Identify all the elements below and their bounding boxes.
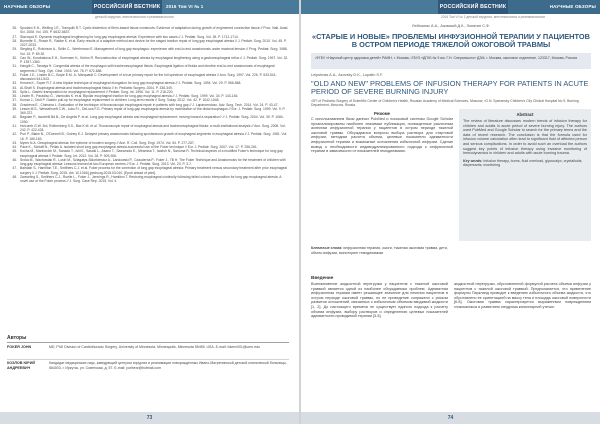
reference-list: [7, 26, 289, 183]
reference-item: [7, 39, 289, 48]
keywords-ru-label: Ключевые слова:: [311, 246, 343, 250]
left-page: [0, 0, 299, 424]
reference-text: Pace K., Schiaff N., Pellak A. Isolated short long gap esophageal atresia-successful use of the Foker technique // Eur. J. Pediatr. Surg. 2007. Vol. 17. P. 258-261.: [20, 145, 258, 149]
reference-text: Gracheva E., Chimaira L. Evaluation of the technique of thoracoscopic esophageal repair in patients with long gap // J. Laparoendosc. Adv. Surg. Tech. 2014. Vol. 24. P. 43-47.: [20, 102, 279, 107]
keywords-ru: [311, 246, 453, 255]
reference-number: 43.: [12, 140, 17, 145]
reference-text: Myers N.A. Oesophageal atresia: the epitome of modern surgery // Ann. R. Coll. Surg. Engl. 1974. Vol. 54. P. 277-287.: [20, 140, 195, 145]
reference-text: Holcomb G.W. 3rd, Rothenberg S.S., Bax K.M. et al. Thoracoscopic repair of esophageal atresia and tracheoesophageal fistula: a multi-institutional analysis // Ann. Surg. 2005. Vol. 242. P. 422-428.: [20, 123, 286, 132]
reference-text: Kimura K., Soper R.T. A new bipolar technique of esophageal elongation for long gap esophageal atresia // J. Pediatr. Surg. 1994. Vol. 29. P. 566-568.: [20, 81, 242, 86]
header-journal: РОССИЙСКИЙ ВЕСТНИК: [438, 0, 508, 14]
reference-number: 36.: [12, 94, 17, 98]
author-name: КОЗЛОВ ЮРИЙ АНДРЕЕВИЧ: [7, 361, 36, 370]
author-info: MD, PhD Division of Cardiothoracic Surgery, University of Minnesota, Minneapolis, Minnesota 55455, USA. E-mail: fokerx001@umn.edu: [49, 345, 261, 349]
reference-number: 46.: [12, 157, 17, 162]
reference-item: [7, 64, 289, 73]
page-number: 73: [0, 412, 299, 424]
header-issue: 2016 Том VI № 1: [162, 0, 299, 14]
affiliation-en: ¹SFI of Pediatric Surgery of Scientific Center of Children's Health, Russian Academy of Medical Sciences, Moscow; ²G.N. Speransky Children's City Clinical Hospital No 9, Burning Department, Moscow, Russia: [311, 99, 579, 108]
reference-item: [7, 26, 289, 35]
article-title-ru: «СТАРЫЕ И НОВЫЕ» ПРОБЛЕМЫ ИНФУЗИОННОЙ ТЕРАПИИ У ПАЦИЕНТОВ В ОСТРОМ ПЕРИОДЕ ТЯЖЕЛОЙ ОЖОГОВОЙ ТРАВМЫ: [312, 32, 590, 50]
page-number: 74: [301, 412, 600, 424]
reference-number: 39.: [12, 106, 17, 111]
reference-text: Kumar J., Dixit P. Gastric pull-up for esophageal replacement in children: Long-term results // Surg. Today. 2012. Vol. 42. P. 1042-1048.: [20, 98, 220, 103]
reference-text: Cao W., Kondrakova E.H., Sorensen K., Kiehm R. Reconstruction of esophageal atresia by esophageal lengthening using a gastroesophageal reflux // J. Pediatr. Surg. 1997. Vol. 32. P. 1357-1360.: [20, 55, 289, 64]
reference-item: [7, 149, 289, 158]
reference-number: 26.: [12, 26, 17, 30]
header-subtitle-band: [301, 0, 438, 14]
reference-item: [7, 73, 289, 82]
header-section: НАУЧНЫЕ ОБЗОРЫ: [0, 0, 92, 14]
author-info: Кандидат медицинских наук, заведующий центром хирургии и реанимации новорожденных Ивано-Матренинской детской клинической больницы, 664003, г. Иркутск, ул. Советская, д. 57. E-mail: yuriherz@hotmail.com: [49, 361, 287, 370]
keywords-en: [463, 159, 587, 168]
header-subtitle: детской хирургии, анестезиологии и реаниматологии: [466, 15, 545, 19]
right-page: [301, 0, 600, 424]
divider: [7, 342, 289, 343]
reference-text: Kocha M., Marinovich M., Sanado T., Ishii I., Sasaki L., Asano T., Sawamoto E., Miramisa T., Iwatoh N., Sanuma R. Technical aspects of a modified Foker's technique for long gap esophageal atresia // Pediatr. Surg. Int. 2012. Vol. 28. P. 903-906.: [20, 149, 283, 158]
reference-number: 29.: [12, 47, 17, 52]
reference-text: Hangiti C., Tanaiya H. Congenital atresia of the esophagus with tracheoesophageal fistula. Esophageal ligation of fistula and elective end-to-end anastomosis of esophageal segments // Surg. Gyn. Obst. 1943. Vol. 76. P. 672-688.: [20, 64, 275, 73]
keywords-en-text: Infusion therapy, burns, fluid overload, glycocalyx, crystalloids, dispersants, monitoring: [463, 158, 583, 168]
reference-text: Sroka M., Wachowiak R., Losin M., Szlagatys-Sidorkiewicz A., Landowski P., Czauderna P., Foker J., Till H. The Foker Technique and Anastomosis for the treatment of children with long-gap esophageal atresia: Lessons learned at two European centres // Eur. J. Pediatr. Surg. 2013. Vol. 23. P. 3-7.: [20, 157, 286, 166]
reference-text: Stavropol E. Dynamic esophageal lengthening for long gap esophageal atresia: Experience with two cases // J. Pediatr. Surg. Vol. 39. P. 1712-1714.: [20, 34, 239, 39]
reference-number: 32.: [12, 72, 17, 77]
left-page-header: [0, 0, 299, 14]
reference-number: 34.: [12, 85, 17, 90]
article-authors-ru: Лейпшнас А.А., Азовский Д.К., Лопатин С.Ф.: [412, 24, 490, 28]
reference-item: [7, 175, 289, 184]
reference-item: [7, 107, 289, 116]
affiliation-band: [311, 53, 591, 69]
reference-text: Lessin M.S., Wesselhoeft C.W., Luks F.I., DeLuca F.G. Primary repair of long-gap esophageal atresia by mobilization of the distal esophagus // Eur. J. Pediatr. Surg. 1999. Vol. 9. P. 369-372.: [20, 106, 286, 115]
author-name: FOKER JOHN: [7, 345, 32, 349]
reference-text: Zwaveling S., Smithers C.J., Ruelle L., Foker J., Jennings R., Hamilton T. Restoring esophageal continuity following failed colonic interposition for long gap esophageal atresia: A novel use of the Foker process // J. Surg. Case Rep. 2015. Vol. 4.: [20, 174, 282, 183]
article-authors-en: Leipshnas A.A., Azovsky D.K., Lopatin S.F.: [311, 73, 383, 77]
summary-heading: Резюме: [373, 111, 391, 116]
right-page-header: [301, 0, 600, 14]
header-section: НАУЧНЫЕ ОБЗОРЫ: [508, 0, 600, 14]
reference-item: [7, 158, 289, 167]
reference-text: Spitz L. Gastric transposition for esophageal replacement // Pediatr. Surg. Int. 1996. Vol. 11. P. 218-220.: [20, 89, 174, 94]
reference-number: 28.: [12, 38, 17, 43]
article-title-en: "OLD AND NEW" PROBLEMS OF INFUSION THERAPY FOR PATIENTS IN ACUTE PERIOD OF SEVERE BURNING INJURY: [311, 79, 589, 97]
reference-number: 45.: [12, 149, 17, 154]
author-row: [7, 361, 289, 370]
summary-text: С использованием базы данных PubMed и поисковой системы Google Scholar проанализированы наиболее значимые публикации, посвященные различным аспектам инфузионной терапии у пациентов в остром периоде тяжелой ожоговой травмы. Обсуждаются вопросы выбора раствора для стартовой инфузии, методики расчета объема, целевые показатели адекватности инфузионной терапии и возможные осложнения избыточной инфузии. Сделан вывод о необходимости индивидуализированного подхода к инфузионной терапии в зависимости от показателей гемодинамики.: [311, 117, 453, 154]
reference-number: 44.: [12, 145, 17, 149]
reference-number: 35.: [12, 89, 17, 94]
reference-text: Stegling E., Robinson A., Sellin C., Werthmann E. Management of long-gap esophagus: experience with end-to-end anastomosis under maximal tension // Prog. Pediatr. Surg. 1986. Vol. 19. P. 89-92.: [20, 47, 288, 56]
reference-item: [7, 124, 289, 133]
affiliation-ru: ¹ФГБУ «Научный центр здоровья детей» РАМН, г. Москва; ²ГБУЗ «ДГКБ № 9 им. Г.Н. Сперанского» ДЗМ, г. Москва, ожоговое отделение, 123317, Москва, Россия: [315, 55, 578, 60]
intro-heading: Введение: [311, 275, 334, 280]
header-issue: 2016 Том VI № 1: [441, 15, 466, 19]
reference-item: [7, 132, 289, 141]
reference-text: Bairdain S., Hamilton T.E., Smithers C.J. et al. Foker process for the correction of long gap esophageal atresia: Primary treatment versus secondary treatment after prior esophageal surgery // J. Pediatr. Surg. 2015. doi: 10.1016/j.jpedsurg.2015.03.010. [Epub ahead of print].: [20, 166, 288, 175]
reference-text: Bagolan P., Iacobelli Bd B., De Angelis P. et al. Long gap esophageal atresia and esophageal replacement: moving toward a separation? // J. Pediatr. Surg. 2004. Vol. 39. P. 1084-1090.: [20, 115, 284, 124]
reference-number: 33.: [12, 81, 17, 86]
abstract-box: [459, 109, 591, 241]
reference-number: 37.: [12, 98, 17, 103]
reference-item: [7, 47, 289, 56]
reference-number: 41.: [12, 123, 17, 128]
reference-number: 47.: [12, 166, 17, 171]
intro-column-1: Возникновение жидкостной перегрузки у пациентов с тяжелой ожоговой травмой является одной из наиболее обсуждаемых проблем. Адекватная инфузионная терапия имеет решающее значение для лечения пациентов в остром периоде ожоговой травмы, но ее проведение сопряжено с риском развития осложнений, связанных с избыточным объемом вводимой жидкости [1, 2]. До настоящего времени не существует единого подхода к расчету объема инфузии, выбору растворов и определению целевых показателей адекватности проводимой терапии [3-5].: [311, 282, 448, 319]
reference-text: Foker J.E., Linden B.C., Boyle E.M. Jr, Marquardt C. Development of a true primary repair for the full spectrum of esophageal atresia // Ann. Surg. 1997. Vol. 226. P. 533-541; discussion 541-543.: [20, 72, 277, 81]
reference-number: 40.: [12, 115, 17, 120]
reference-text: Spodaro E.H., Welling J.E., Tranquilli R.T. Cyclic distention of fibrin-based tissue constructs: Evidence of adaptation during growth of engineered connective tissue // Proc. Natl. Acad. Sci. 2008. Vol. 105. P. 6632-6637.: [20, 26, 289, 35]
reference-text: Puri P., Blake N., O'Donnell B., Guiney E.J. Delayed primary anastomosis following spontaneous growth of esophageal segments in esophageal atresia // J. Pediatr. Surg. 1981. Vol. 16. P. 180-183.: [20, 132, 288, 141]
divider: [7, 359, 289, 360]
keywords-en-label: Key words:: [463, 158, 483, 163]
reference-number: 42.: [12, 132, 17, 137]
reference-number: 30.: [12, 55, 17, 60]
authors-label: Авторы: [7, 335, 27, 341]
keywords-ru-text: инфузионная терапия, ожоги, тяжелая ожоговая травма, дети, объем инфузии, мониторинг гемодинамики: [311, 246, 448, 255]
reference-text: Burnette S., Rosse R., Radke K. et al. Early results of a adaptive method and device for the staged traction repair of long gap esophageal atresia // J. Pediatr. Surg. 2010. Vol. 45. P. 2027-2033.: [20, 38, 287, 47]
reference-item: [7, 115, 289, 124]
reference-number: 38.: [12, 102, 17, 107]
intro-column-2: жидкостной перегрузки, обусловленной формулой расчета объема инфузии у пациентов с тяжелой ожоговой травмой. Предполагается, что применение формулы Паркланд приводит к введению избыточного объема жидкости, что обусловлено ее ориентацией на массу тела и площадь ожоговой поверхности [6-8]. Ожоговая травма характеризуется выраженным повреждением гликокаликса и развитием синдрома капиллярной утечки.: [454, 282, 591, 309]
header-subtitle: детской хирургии, анестезиологии и реаниматологии: [95, 15, 174, 19]
header-issue-line: [301, 14, 600, 21]
author-row: [7, 345, 289, 350]
header-journal: РОССИЙСКИЙ ВЕСТНИК: [92, 0, 162, 14]
reference-number: 48.: [12, 174, 17, 179]
reference-number: 31.: [12, 64, 17, 69]
reference-text: Al-Shafi S. Esophageal atresia and tracheoesophageal fistula // In: Pediatric Surgery. 2004. P. 338-349.: [20, 85, 173, 90]
reference-number: 27.: [12, 34, 17, 39]
abstract-heading: Abstract: [516, 112, 534, 117]
reference-item: [7, 56, 289, 65]
reference-item: [7, 166, 289, 175]
abstract-text: The review of literature discusses modern trends of infusion therapy for children and adults in acute period of severe burning injury. The authors used PubMed and Google Scholar to search for the primary terms and the data of recent research. The conclusion is that the formula used for infusion volume calculation often lead to significant fluid of affected person and serious complications. In order to avoid such an overload the authors suggest key points of infusion therapy using invasive monitoring of hemodynamics in children and adults with acute burning trauma.: [463, 119, 587, 156]
reference-text: Linden R., Paradiso G., Vamkokis K. et al. Bipolar esophageal traction for long-gap esophageal atresia // J. Pediatr. Surg. 1999. Vol. 34. P. 143-146.: [20, 94, 239, 98]
